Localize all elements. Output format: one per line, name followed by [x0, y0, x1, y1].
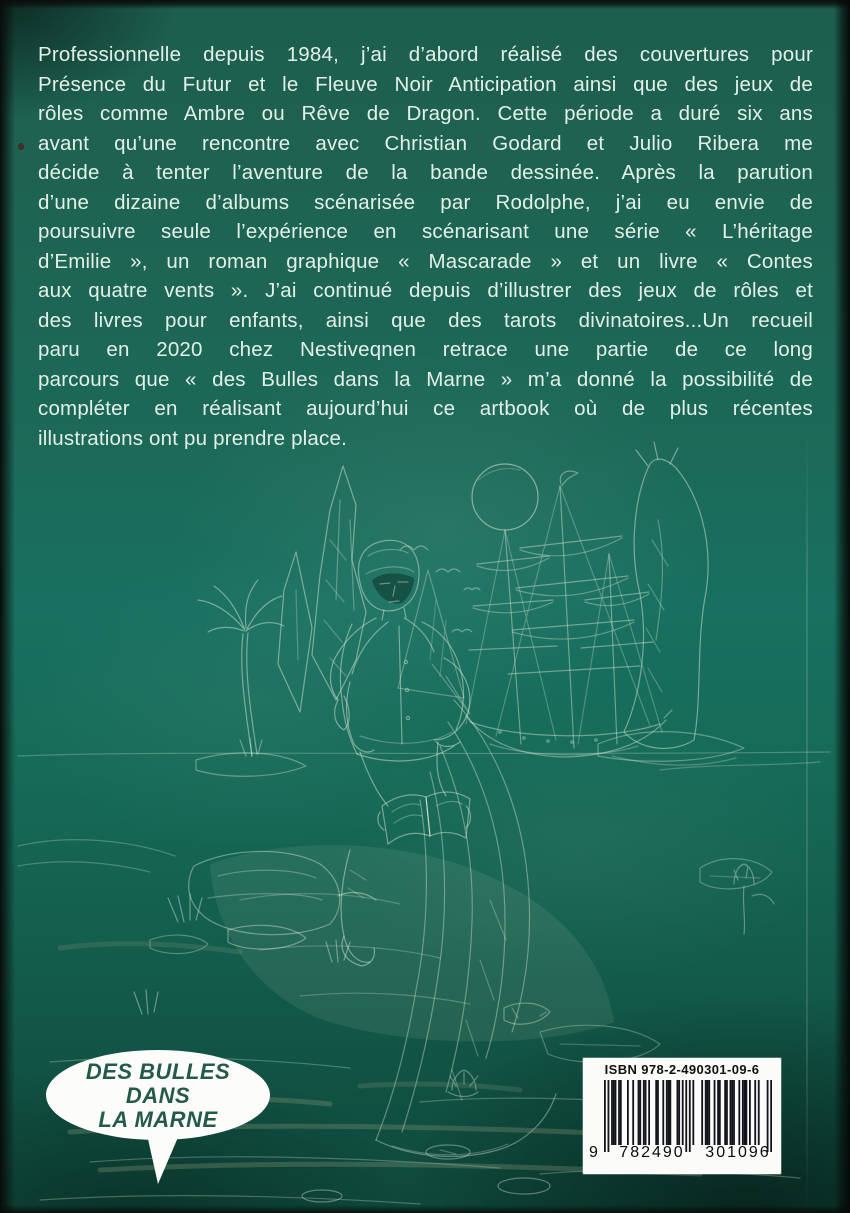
- moon-sketch: [472, 464, 538, 530]
- bio-line: d’une dizaine d’albums scénarisée par Rodolphe, j’ai eu envie de: [38, 190, 813, 214]
- publisher-name: [48, 1060, 268, 1132]
- bio-line: aux quatre vents ». J’ai continué depuis d’illustrer des jeux de rôles et: [38, 279, 813, 302]
- bio-line: poursuivre seule l’expérience en scénarisant une série « L’héritage: [38, 220, 813, 243]
- palm-tree-sketch: [196, 580, 306, 776]
- bio-text-block: [38, 40, 813, 453]
- bio-line: avant qu’une rencontre avec Christian Godard et Julio Ribera me: [38, 131, 813, 155]
- rock-pinnacles-sketch: [278, 466, 464, 712]
- bio-line: d’Emilie », un roman graphique « Mascarade » et un livre « Contes: [38, 249, 813, 273]
- bio-line: parcours que « des Bulles dans la Marne » m’a donné la possibilité de: [38, 367, 813, 391]
- scan-speck: [18, 143, 24, 150]
- ean13-digits: [583, 1144, 781, 1162]
- seagulls-sketch: [400, 546, 480, 632]
- bio-line: illustrations ont pu prendre place.: [38, 426, 347, 450]
- sand-patch: [210, 845, 614, 1041]
- bio-line: décide à tenter l’aventure de la bande dessinée. Après la parution: [38, 161, 813, 184]
- cover-crease-line: [806, 430, 808, 1213]
- scan-edge-bottom: [0, 1205, 850, 1213]
- ean13-bars: [604, 1080, 772, 1152]
- scan-edge-right: [834, 0, 850, 1213]
- bio-line: Présence du Futur et le Fleuve Noir Anticipation ainsi que des jeux de: [38, 72, 813, 96]
- ean-lead-digit: 9: [589, 1144, 598, 1161]
- ean-left-digits: 782490: [619, 1144, 685, 1161]
- horizon-sketch: [18, 752, 830, 872]
- publisher-name-line3: LA MARNE: [98, 1107, 218, 1132]
- bio-line: rôles comme Ambre ou Rêve de Dragon. Cette période a duré six ans: [38, 102, 813, 125]
- bio-line: Professionnelle depuis 1984, j’ai d’abord réalisé des couvertures pour: [38, 43, 813, 66]
- publisher-name-line2: DANS: [125, 1083, 191, 1108]
- scan-edge-top: [0, 0, 850, 9]
- bio-line: des livres pour enfants, ainsi que des tarots divinatoires...Un recueil: [38, 308, 813, 332]
- scan-edge-left: [0, 0, 15, 1213]
- bio-line: compléter en réalisant aujourd’hui ce artbook où de plus récentes: [38, 397, 813, 420]
- publisher-name-line1: DES BULLES: [85, 1059, 231, 1084]
- dragon-rock-figure-sketch: [598, 442, 744, 765]
- publisher-logo-bubble: [40, 1046, 290, 1196]
- isbn-label: ISBN 978-2-490301-09-6: [604, 1062, 760, 1077]
- ean-right-digits: 301096: [705, 1144, 771, 1161]
- isbn-barcode-block: [583, 1058, 781, 1174]
- bio-line: paru en 2020 chez Nestiveqnen retrace une partie de ce long: [38, 338, 813, 361]
